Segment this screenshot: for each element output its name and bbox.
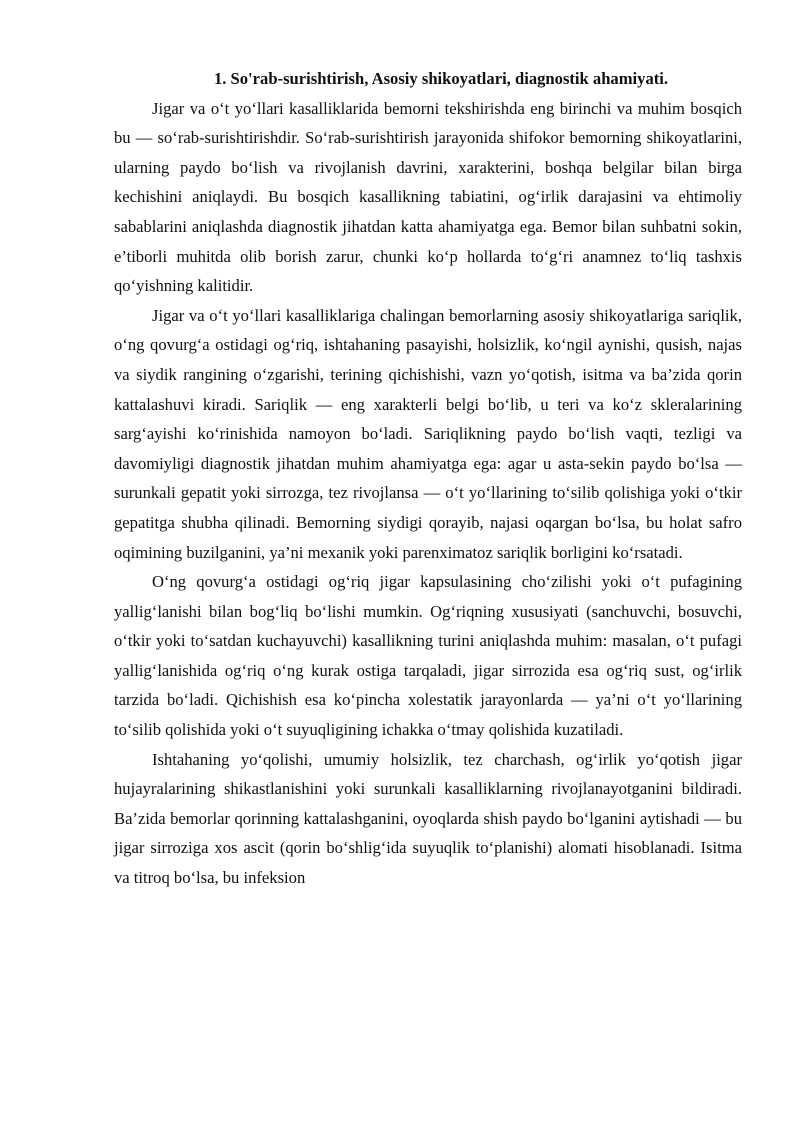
section-title: 1. So'rab-surishtirish, Asosiy shikoyatlari, diagnostik ahamiyati. [213,69,669,88]
paragraph-pain: O‘ng qovurg‘a ostidagi og‘riq jigar kapsulasining cho‘zilishi yoki o‘t pufagining yallig‘lanishi bilan bog‘liq bo‘lishi mumkin. Og‘riqning xususiyati (sanchuvchi, bosuvchi, o‘tkir yoki to‘satdan kuchayuvchi) kasallikning turini aniqlashda muhim: masalan, o‘t pufagi yallig‘lanishida og‘riq o‘ng kurak ostiga tarqaladi, jigar sirrozida esa og‘riq sust, og‘irlik tarzida bo‘ladi. Qichishish esa ko‘pincha xolestatik jarayonlarda — ya’ni o‘t yo‘llarining to‘silib qolishida yoki o‘t suyuqligining ichakka o‘tmay qolishida kuzatiladi. [114,572,742,740]
paragraph-general-symptoms: Ishtahaning yo‘qolishi, umumiy holsizlik, tez charchash, og‘irlik yo‘qotish jigar hujayralarining shikastlanishini yoki surunkali kasalliklarning rivojlanayotganini bildiradi. Ba’zida bemorlar qorinning kattalashganini, oyoqlarda shish paydo bo‘lganini aytishadi — bu jigar sirroziga xos ascit (qorin bo‘shlig‘ida suyuqlik to‘planishi) alomati hisoblanadi. Isitma va titroq bo‘lsa, bu infeksion [114,749,742,888]
paragraph-anamnesis: Jigar va o‘t yo‘llari kasalliklarida bemorni tekshirishda eng birinchi va muhim bosqich bu — so‘rab-surishtirishdir. So‘rab-surishtirish jarayonida shifokor bemorning shikoyatlarini, ularning paydo bo‘lish va rivojlanish davrini, xarakterini, boshqa belgilar bilan birga kechishini aniqlaydi. Bu bosqich kasallikning tabiatini, og‘irlik darajasini va ehtimoliy sabablarini aniqlashda diagnostik jihatdan katta ahamiyatga ega. Bemor bilan suhbatni sokin, e’tiborli muhitda olib borish zarur, chunki ko‘p hollarda to‘g‘ri anamnez to‘liq tashxis qo‘yishning kalitidir. [114,98,742,296]
paragraph-main-complaints: Jigar va o‘t yo‘llari kasalliklariga chalingan bemorlarning asosiy shikoyatlariga sariqlik, o‘ng qovurg‘a ostidagi og‘riq, ishtahaning pasayishi, holsizlik, ko‘ngil aynishi, qusish, najas va siydik rangining o‘zgarishi, terining qichishishi, vazn yo‘qotish, isitma va ba’zida qorin kattalashuvi kiradi. Sariqlik — eng xarakterli belgi bo‘lib, u teri va ko‘z skleralarining sarg‘ayishi ko‘rinishida namoyon bo‘ladi. Sariqlikning paydo bo‘lish vaqti, tezligi va davomiyligi diagnostik jihatdan muhim ahamiyatga ega: agar u asta-sekin paydo bo‘lsa — surunkali gepatit yoki sirrozga, tez rivojlansa — o‘t yo‘llarining to‘silib qolishiga yoki o‘tkir gepatitga shubha qilinadi. Bemorning siydigi qorayib, najasi oqargan bo‘lsa, bu holat safro oqimining buzilganini, ya’ni mexanik yoki parenximatoz sariqlik borligini ko‘rsatadi. [114,305,742,562]
document-page [114,64,742,893]
